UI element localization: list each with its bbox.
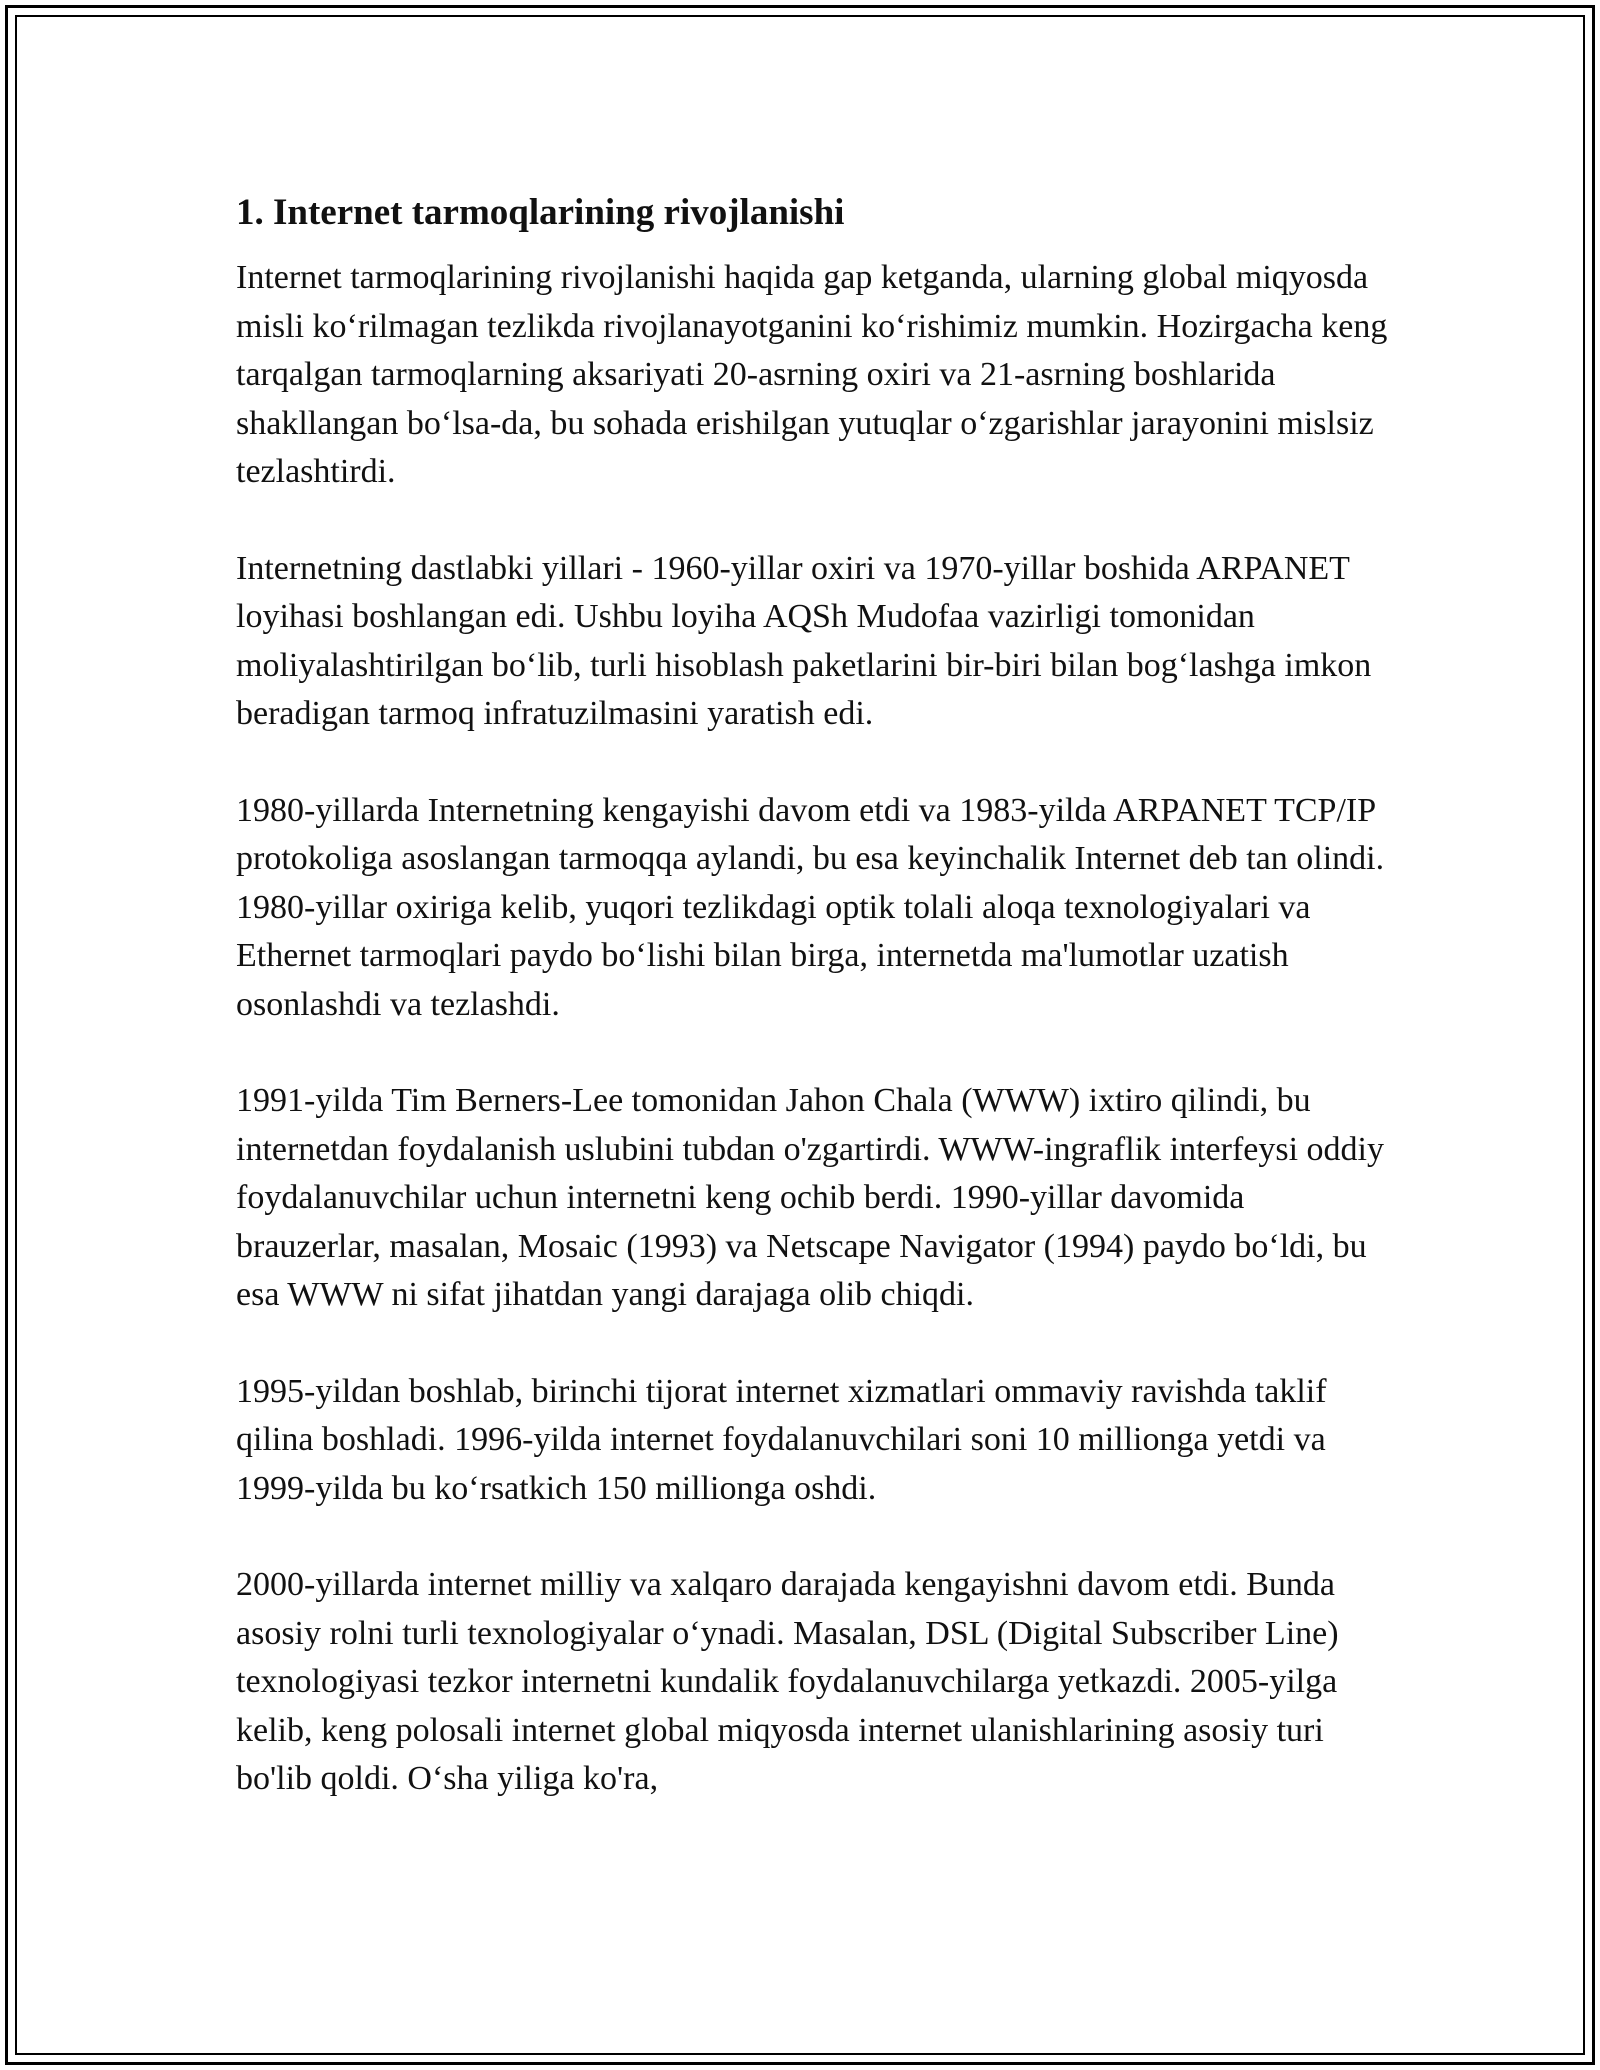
paragraph-arpanet: Internetning dastlabki yillari - 1960-yillar oxiri va 1970-yillar boshida ARPANET loyihasi boshlangan edi. Ushbu loyiha AQSh Mudofaa vazirligi tomonidan moliyalashtirilgan boʻlib, turli hisoblash paketlarini bir-biri bilan bogʻlashga imkon beradigan tarmoq infratuzilmasini yaratish edi.	[236, 549, 1372, 732]
paragraph-2000s: 2000-yillarda internet milliy va xalqaro darajada kengayishni davom etdi. Bunda asosiy rolni turli texnologiyalar oʻynadi. Masalan, DSL (Digital Subscriber Line) texnologiyasi tezkor internetni kundalik foydalanuvchilarga yetkazdi. 2005-yilga kelib, keng polosali internet global miqyosda internet ulanishlarining asosiy turi bo'lib qoldi. Oʻsha yiliga ko'ra,	[236, 1566, 1339, 1797]
paragraph-1980s: 1980-yillarda Internetning kengayishi davom etdi va 1983-yilda ARPANET TCP/IP protokoliga asoslangan tarmoqqa aylandi, bu esa keyinchalik Internet deb tan olindi. 1980-yillar oxiriga kelib, yuqori tezlikdagi optik tolali aloqa texnologiyalari va Ethernet tarmoqlari paydo boʻlishi bilan birga, internetda ma'lumotlar uzatish osonlashdi va tezlashdi.	[236, 791, 1385, 1023]
paragraph-commercial: 1995-yildan boshlab, birinchi tijorat internet xizmatlari ommaviy ravishda taklif qilina boshladi. 1996-yilda internet foydalanuvchilari soni 10 millionga yetdi va 1999-yilda bu koʻrsatkich 150 millionga oshdi.	[236, 1372, 1327, 1507]
section-heading: 1. Internet tarmoqlarining rivojlanishi	[236, 192, 845, 233]
paragraph-intro: Internet tarmoqlarining rivojlanishi haqida gap ketganda, ularning global miqyosda misli koʻrilmagan tezlikda rivojlanayotganini koʻrishimiz mumkin. Hozirgacha keng tarqalgan tarmoqlarning aksariyati 20-asrning oxiri va 21-asrning boshlarida shakllangan boʻlsa-da, bu sohada erishilgan yutuqlar oʻzgarishlar jarayonini mislsiz tezlashtirdi.	[236, 259, 1388, 490]
document-body	[236, 188, 1396, 1804]
paragraph-www: 1991-yilda Tim Berners-Lee tomonidan Jahon Chala (WWW) ixtiro qilindi, bu internetdan foydalanish uslubini tubdan o'zgartirdi. WWW-ingraflik interfeysi oddiy foydalanuvchilar uchun internetni keng ochib berdi. 1990-yillar davomida brauzerlar, masalan, Mosaic (1993) va Netscape Navigator (1994) paydo boʻldi, bu esa WWW ni sifat jihatdan yangi darajaga olib chiqdi.	[236, 1082, 1384, 1313]
